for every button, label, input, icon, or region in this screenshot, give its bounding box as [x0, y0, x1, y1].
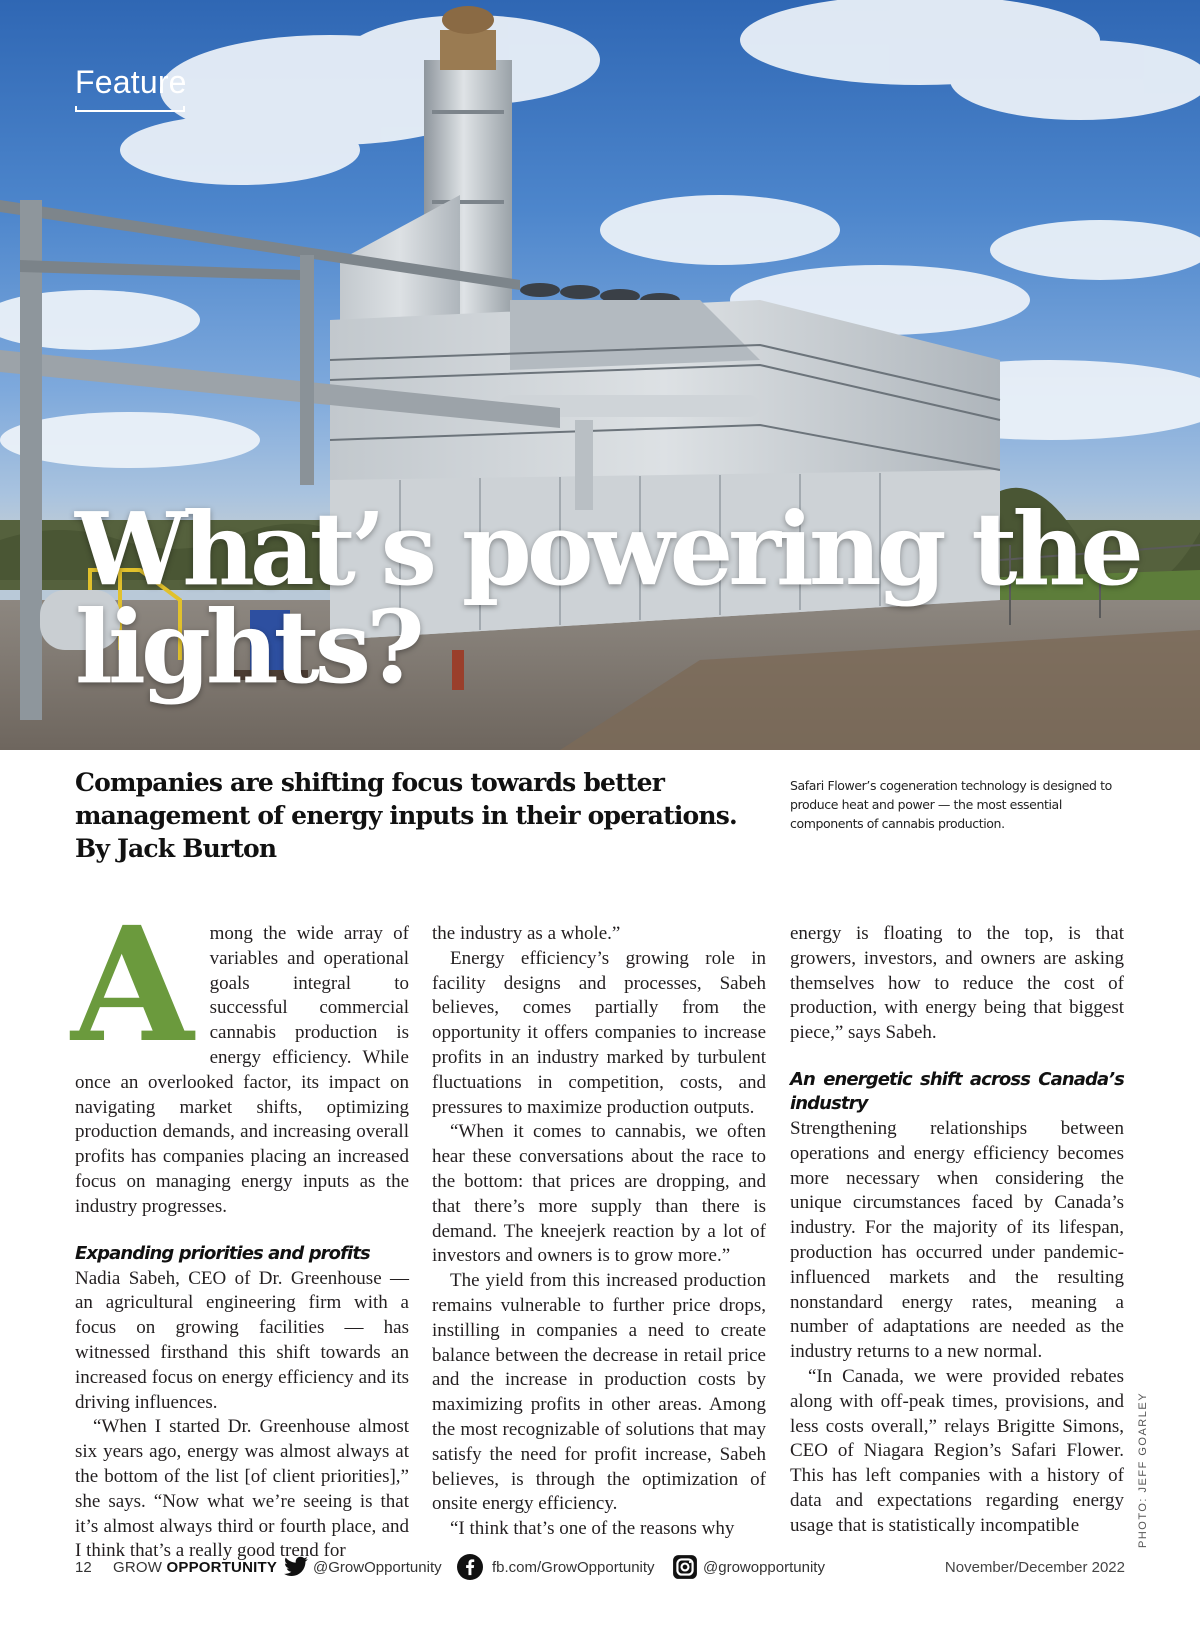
deck — [75, 766, 755, 865]
subhead: An energetic shift across Canada’s industry — [790, 1068, 1124, 1114]
paragraph: energy is floating to the top, is that growers, investors, and owners are asking themselves how to reduce the cost of production, with energy being that biggest piece,” says Sabeh. — [790, 923, 1124, 1044]
photo-credit: PHOTO: JEFF GOARLEY — [1137, 1391, 1149, 1548]
paragraph: Nadia Sabeh, CEO of Dr. Greenhouse — an agricultural engineering firm with a focus on growing facilities — has witnessed firsthand this shift towards an increased focus on energy efficiency and its driving influences. — [75, 1267, 409, 1413]
magazine-title: OPPORTUNITY — [166, 1559, 278, 1576]
paragraph: “When it comes to cannabis, we often hear these conversations about the race to the bottom: that prices are dropping, and that there’s more supply than there is demand. The kneejerk reaction by a lot of investors and owners is to grow more.” — [432, 1121, 766, 1267]
page-footer — [75, 1554, 1125, 1584]
drop-cap: A — [71, 893, 194, 1078]
magazine-name — [113, 1559, 277, 1576]
instagram-handle[interactable]: @growopportunity — [703, 1559, 825, 1576]
paragraph: Strengthening relationships between operations and energy efficiency becomes more necessary when considering the unique circumstances faced by Canada’s industry. For the majority of its lifespan, production has occurred under pandemic-influenced markets and the resulting nonstandard energy rates, meaning a number of adaptations are needed as the industry returns to a new normal. — [790, 1117, 1124, 1363]
page-number: 12 — [75, 1559, 92, 1576]
issue-date: November/December 2022 — [944, 1559, 1125, 1576]
twitter-icon[interactable] — [283, 1554, 309, 1580]
headline: What’s powering the lights? — [75, 490, 1139, 706]
body-column-2 — [432, 922, 766, 1542]
facebook-link[interactable]: fb.com/GrowOpportunity — [492, 1559, 655, 1576]
instagram-icon[interactable] — [672, 1554, 698, 1580]
facebook-icon[interactable] — [457, 1554, 483, 1580]
paragraph: Energy efficiency’s growing role in facility designs and processes, Sabeh believes, comes partially from the opportunity it offers companies to increase profits in an industry marked by turbulent fluctuations in competition, costs, and pressures to maximize production outputs. — [432, 947, 766, 1118]
deck-text: Companies are shifting focus towards better management of energy inputs in their operations. — [75, 768, 737, 830]
subhead: Expanding priorities and profits — [75, 1242, 370, 1264]
paragraph: The yield from this increased production remains vulnerable to further price drops, instilling in companies a need to create balance between the decrease in retail price and the increase in production costs by maximizing profits in other areas. Among the most recognizable of solutions that may satisfy the need for profit increase, Sabeh believes, is through the optimization of onsite energy efficiency. — [432, 1270, 766, 1515]
paragraph: the industry as a whole.” — [432, 923, 621, 944]
paragraph: “In Canada, we were provided rebates along with off-peak times, provisions, and less costs overall,” relays Brigitte Simons, CEO of Niagara Region’s Safari Flower. This has left companies with a history of data and expectations regarding energy usage that is statistically incompatible — [790, 1365, 1124, 1536]
magazine-prefix: GROW — [113, 1559, 163, 1576]
twitter-handle[interactable]: @GrowOpportunity — [313, 1559, 442, 1576]
byline: By Jack Burton — [75, 834, 277, 863]
paragraph: mong the wide array of variables and operational goals integral to successful commercial cannabis production is energy efficiency. While once an overlooked factor, its impact on navigating market shifts, optimizing production demands, and increasing overall profits has companies placing an increased focus on managing energy inputs as the industry progresses. — [75, 923, 409, 1217]
body-column-1 — [71, 893, 409, 1564]
paragraph: “I think that’s one of the reasons why — [450, 1518, 735, 1540]
section-rule — [75, 110, 185, 112]
hero-photo — [0, 0, 1200, 750]
body-column-3 — [790, 922, 1124, 1539]
paragraph: “When I started Dr. Greenhouse almost six years ago, energy was almost always at the bottom of the list [of client priorities],” she says. “Now what we’re seeing is that it’s almost always third or fourth place, and I think that’s a really good trend for — [75, 1416, 409, 1562]
photo-caption: Safari Flower’s cogeneration technology is designed to produce heat and power — the most essential components of cannabis production. — [790, 778, 1112, 831]
section-label: Feature — [75, 64, 187, 100]
